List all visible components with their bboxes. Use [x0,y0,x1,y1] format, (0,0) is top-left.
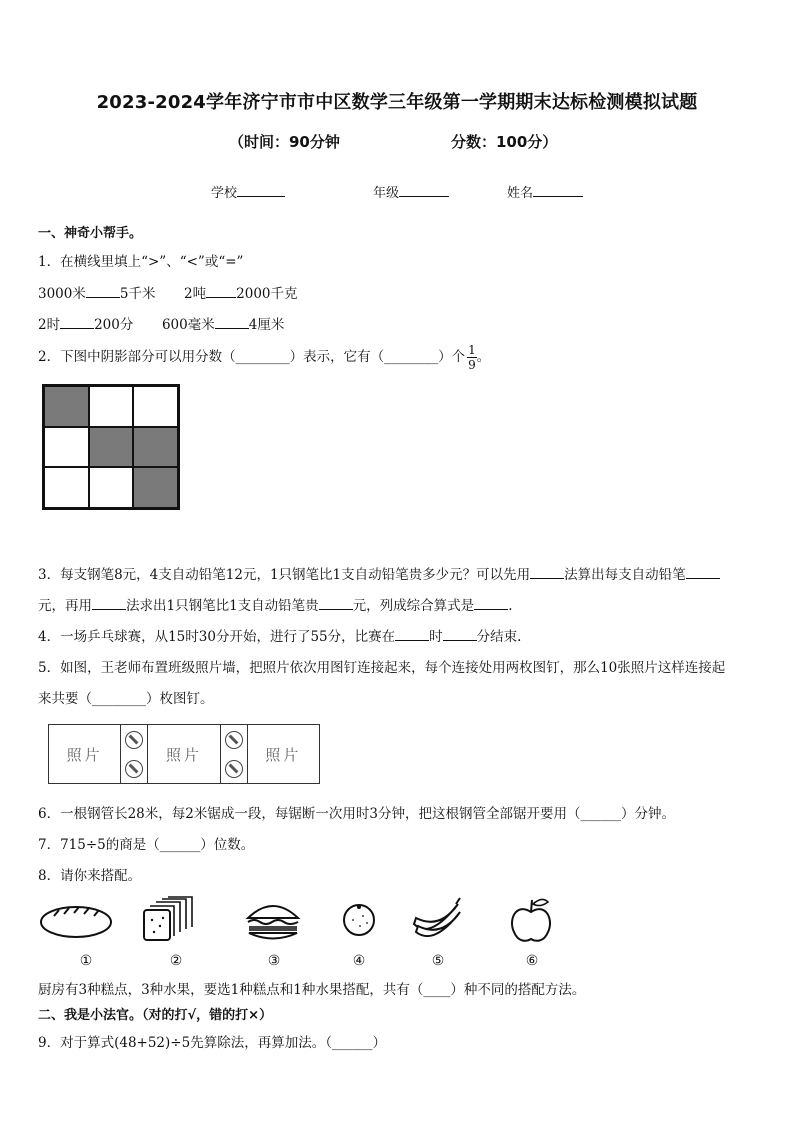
q2-text: 2．下图中阴影部分可以用分数（________）表示，它有（________）个 $\frac{1}{9}$ 。 [38,343,491,372]
food-label-2: ② [169,953,183,969]
grid-cell [89,386,134,427]
food-label-6: ⑥ [525,953,539,969]
q4-blank-2[interactable] [443,628,477,641]
q3-line1: 3．每支钢笔8元，4支自动铅笔12元，1只钢笔比1支自动铅笔贵多少元？可以先用 法算出每支自动铅笔 [38,563,720,583]
q1-blank-4[interactable] [215,316,249,329]
q3-line2: 元，再用 法求出1只钢笔比1支自动铅笔贵 元，列成综合算式是 . [38,598,513,614]
section-1-heading: 一、神奇小帮手。 [38,226,143,241]
q9-text: 9．对于算式(48+52)÷5先算除法，再算加法。（______） [38,1035,386,1051]
q2-prompt: 2．下图中阴影部分可以用分数（________）表示，它有（________）个 [38,349,466,365]
pin-pair-1 [120,725,148,783]
name-field [507,182,583,201]
orange-icon [340,898,378,938]
section-2-heading: 二、我是小法官。（对的打√，错的打×） [38,1008,273,1023]
q1-blank-2[interactable] [206,285,236,298]
q1-blank-1[interactable] [86,285,120,298]
q3-blank-5[interactable] [474,597,508,610]
apple-icon [508,896,554,946]
q8-text: 8．请你来搭配。 [38,868,142,884]
photo-2: 照片 [165,745,202,764]
pushpin-icon [125,760,143,778]
school-label: 学校 [211,186,238,201]
exam-time: （时间：90分钟 [229,133,340,151]
grid-cell-shaded [44,386,89,427]
shaded-grid [42,384,180,510]
q4-text: 4．一场乒乓球赛，从15时30分开始，进行了55分，比赛在 时 分结束. [38,629,522,645]
q1-r1a: 3000米 [38,286,86,302]
grid-cell [133,386,178,427]
grade-label: 年级 [373,186,400,201]
photo-1: 照片 [66,745,103,764]
exam-score: 分数：100分） [451,133,558,151]
pushpin-icon [125,731,143,749]
q3-blank-1[interactable] [530,566,564,579]
q1-r2d: 4厘米 [248,317,285,333]
bread-icon [38,898,114,942]
fraction-one-ninth: $\frac{1}{9}$ [468,343,476,372]
grid-cell [89,467,134,508]
grid-cell [44,427,89,468]
pin-pair-2 [220,725,248,783]
q1-r2a: 2时 [38,317,61,333]
photo-wall [48,724,320,784]
food-label-3: ③ [267,953,281,969]
pushpin-icon [225,760,243,778]
q3-blank-2[interactable] [686,566,720,579]
q5-line2: 来共要（________）枚图钉。 [38,691,214,707]
banana-icon [410,894,464,946]
q3-blank-4[interactable] [319,597,353,610]
q3-blank-3[interactable] [92,597,126,610]
name-label: 姓名 [507,186,534,201]
grid-cell-shaded [133,427,178,468]
food-label-5: ⑤ [431,953,445,969]
grid-cell-shaded [133,467,178,508]
q1-r1d: 2000千克 [236,286,298,302]
q5-line1: 5．如图，王老师布置班级照片墙，把照片依次用图钉连接起来，每个连接处用两枚图钉，那么10张照片这样连接起 [38,660,726,676]
q1-blank-3[interactable] [60,316,94,329]
school-field [211,182,285,201]
q1-row2 [38,313,284,333]
grade-field [373,182,449,201]
q4-blank-1[interactable] [395,628,429,641]
q1-r1c: 2吨 [184,286,207,302]
photo-3: 照片 [265,745,302,764]
grid-cell [44,467,89,508]
q1-r1b: 5千米 [119,286,156,302]
burger-icon [244,898,302,942]
grade-blank[interactable] [399,183,449,197]
page-title: 2023-2024学年济宁市市中区数学三年级第一学期期末达标检测模拟试题 [96,92,698,113]
grid-cell-shaded [89,427,134,468]
q7-text: 7．715÷5的商是（______）位数。 [38,837,255,853]
school-blank[interactable] [237,183,285,197]
q1-prompt: 1．在横线里填上“>”、“<”或“=” [38,254,244,270]
q1-r2b: 200分 [94,317,134,333]
q6-text: 6．一根钢管长28米，每2米锯成一段，每锯断一次用时3分钟，把这根钢管全部锯开要用（______）分钟。 [38,806,675,822]
food-label-1: ① [79,953,93,969]
sliced-bread-icon [140,896,198,946]
q1-r2c: 600毫米 [161,317,215,333]
food-label-4: ④ [352,953,366,969]
q8-after: 厨房有3种糕点，3种水果，要选1种糕点和1种水果搭配，共有（____）种不同的搭配方法。 [38,982,586,998]
q1-row1 [38,282,298,302]
pushpin-icon [225,731,243,749]
name-blank[interactable] [533,183,583,197]
